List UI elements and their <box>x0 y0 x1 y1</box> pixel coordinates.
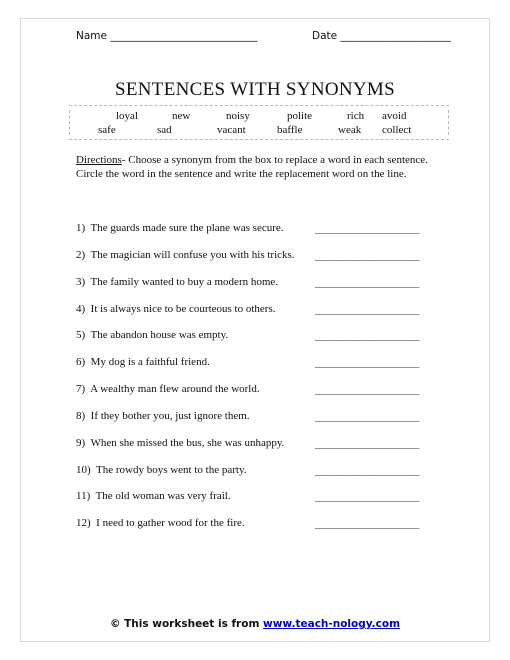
answer-line: ___________________ <box>315 250 420 262</box>
word-box-word: safe <box>98 124 116 136</box>
word-box-word: baffle <box>277 124 303 136</box>
question-item <box>76 276 456 292</box>
question-number: 3) <box>76 276 86 288</box>
question-text: If they bother you, just ignore them. <box>90 410 250 422</box>
question-item <box>76 490 456 506</box>
question-number: 2) <box>76 249 86 261</box>
word-box-word: rich <box>347 110 365 122</box>
word-box-word: weak <box>338 124 362 136</box>
answer-line: ___________________ <box>315 223 420 235</box>
answer-line: ___________________ <box>315 411 420 423</box>
question-item <box>76 517 456 533</box>
answer-line: ___________________ <box>315 277 420 289</box>
date-label: Date <box>312 30 338 42</box>
answer-line: ___________________ <box>315 438 420 450</box>
date-blank: _____________________ <box>340 30 451 42</box>
question-text: The magician will confuse you with his tricks. <box>90 249 295 261</box>
question-item <box>76 249 456 265</box>
question-item <box>76 222 456 238</box>
word-box-word: noisy <box>226 110 250 122</box>
answer-line: ___________________ <box>315 518 420 530</box>
question-text: My dog is a faithful friend. <box>90 356 210 368</box>
word-box-word: polite <box>287 110 313 122</box>
answer-line: ___________________ <box>315 357 420 369</box>
question-number: 11) <box>76 490 91 502</box>
word-box-word: new <box>172 110 191 122</box>
word-box-word: loyal <box>116 110 138 122</box>
question-number: 10) <box>76 464 91 476</box>
name-blank: ____________________________ <box>110 30 258 42</box>
question-text: A wealthy man flew around the world. <box>90 383 260 395</box>
word-box-word: avoid <box>382 110 407 122</box>
question-text: The family wanted to buy a modern home. <box>90 276 279 288</box>
word-box <box>69 105 449 140</box>
word-box-word: collect <box>382 124 412 136</box>
question-text: The abandon house was empty. <box>90 329 229 341</box>
question-item <box>76 356 456 372</box>
question-number: 7) <box>76 383 86 395</box>
question-text: I need to gather wood for the fire. <box>96 517 245 529</box>
question-number: 6) <box>76 356 86 368</box>
question-item <box>76 383 456 399</box>
question-number: 4) <box>76 303 86 315</box>
question-item <box>76 437 456 453</box>
question-number: 12) <box>76 517 91 529</box>
worksheet-page <box>20 18 490 642</box>
footer-link[interactable]: www.teach-nology.com <box>263 618 401 630</box>
directions-text: - Choose a synonym from the box to replace a word in each sentence. Circle the word in the sentence and write the replacement word on the line. <box>76 154 428 180</box>
answer-line: ___________________ <box>315 330 420 342</box>
question-text: The rowdy boys went to the party. <box>95 464 247 476</box>
question-item <box>76 303 456 319</box>
date-field <box>312 30 451 42</box>
question-text: The old woman was very frail. <box>95 490 231 502</box>
question-text: It is always nice to be courteous to others. <box>90 303 276 315</box>
question-number: 5) <box>76 329 86 341</box>
footer-credit <box>21 618 489 630</box>
word-box-word: sad <box>157 124 172 136</box>
question-item <box>76 329 456 345</box>
question-text: When she missed the bus, she was unhappy. <box>90 437 285 449</box>
question-number: 8) <box>76 410 86 422</box>
question-number: 9) <box>76 437 86 449</box>
question-text: The guards made sure the plane was secure. <box>90 222 284 234</box>
name-field <box>76 30 257 42</box>
answer-line: ___________________ <box>315 465 420 477</box>
answer-line: ___________________ <box>315 384 420 396</box>
directions-label: Directions <box>76 154 122 166</box>
word-box-word: vacant <box>217 124 246 136</box>
answer-line: ___________________ <box>315 304 420 316</box>
answer-line: ___________________ <box>315 491 420 503</box>
question-item <box>76 464 456 480</box>
directions <box>76 153 438 181</box>
name-label: Name <box>76 30 107 42</box>
page-title: SENTENCES WITH SYNONYMS <box>115 79 395 100</box>
question-item <box>76 410 456 426</box>
footer-prefix: © This worksheet is from <box>109 618 264 630</box>
question-number: 1) <box>76 222 86 234</box>
